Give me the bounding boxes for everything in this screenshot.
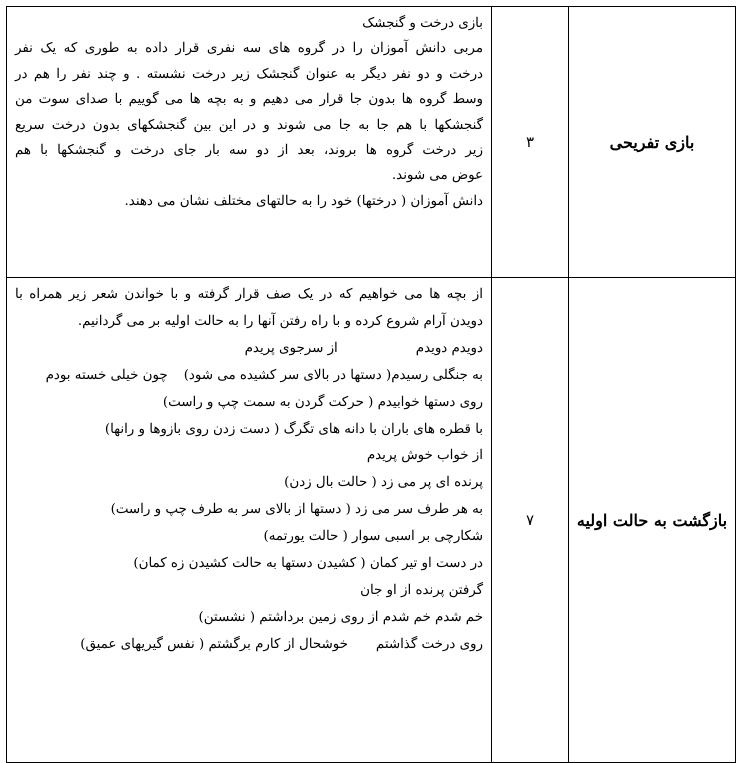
description-line: وسط گروه ها بدون جا قرار می دهیم و به بچه ها می گوییم با صدای سوت من <box>15 92 483 108</box>
poem-line: روی دستها خوابیدم ( حرکت گردن به سمت چپ و راست) <box>162 394 483 410</box>
table-row <box>7 7 736 278</box>
poem-line: از خواب خوش پریدم <box>366 448 483 464</box>
description-line: گنجشکها با هم جا به جا می شوند و در این بین گنجشکهای بدون درخت سریع <box>15 117 483 133</box>
description-line: مربی دانش آموزان را در گروه های سه نفری قرار داده به طوری که یک نفر <box>15 41 483 57</box>
activity-title-cell <box>569 278 736 763</box>
description-line: درخت و دو نفر دیگر به عنوان گنجشک زیر درخت نشسته . و چند نفر را هم در <box>15 66 483 82</box>
table-row <box>7 278 736 763</box>
poem-verse: خوشحال از کارم برگشتم ( نفس گیریهای عمیق) <box>80 636 348 652</box>
duration-cell <box>492 7 569 278</box>
description-line: دانش آموزان ( درختها) خود را به حالتهای مختلف نشان می دهند. <box>124 193 483 209</box>
duration-cell <box>492 278 569 763</box>
duration-value: ۷ <box>525 511 535 529</box>
poem-line: به هر طرف سر می زد ( دستها از بالای سر به طرف چپ و راست) <box>110 502 483 518</box>
poem-line: با قطره های باران با دانه های تگرگ ( دست زدن روی بازوها و رانها) <box>104 421 483 437</box>
activity-table <box>6 6 736 763</box>
description-cell <box>7 278 492 763</box>
description-cell <box>7 7 492 278</box>
duration-value: ۳ <box>525 133 535 151</box>
activity-title: بازگشت به حالت اولیه <box>576 510 728 530</box>
poem-line <box>15 363 483 390</box>
activity-title-cell <box>569 7 736 278</box>
description-line: عوض می شوند. <box>391 168 483 184</box>
activity-title: بازی تفریحی <box>609 132 695 152</box>
poem-verse: روی درخت گذاشتم <box>375 636 483 652</box>
poem-verse: به جنگلی رسیدم( دستها در بالای سر کشیده می شود) <box>183 367 483 383</box>
game-title: بازی درخت و گنجشک <box>362 16 483 31</box>
poem-verse: دویدم دویدم <box>415 340 483 356</box>
poem-line: در دست او تیر کمان ( کشیدن دستها به حالت کشیدن زه کمان) <box>133 556 483 572</box>
poem-line: پرنده ای پر می زد ( حالت بال زدن) <box>284 475 483 491</box>
poem-line: گرفتن پرنده از او جان <box>360 582 483 598</box>
poem-verse: از سرجوی پریدم <box>244 340 338 356</box>
description-line: زیر درخت گروه ها بروند، بعد از دو سه بار جای درخت و گنجشکها با هم <box>15 143 483 159</box>
poem-line: خم شدم خم شدم از روی زمین برداشتم ( نشستن) <box>198 609 483 625</box>
poem-line: شکارچی بر اسبی سوار ( حالت یورتمه) <box>263 529 483 545</box>
poem-line <box>15 336 483 363</box>
poem-verse: چون خیلی خسته بودم <box>45 367 168 383</box>
description-line: از بچه ها می خواهیم که در یک صف قرار گرفته و با خواندن شعر زیر همراه با <box>15 287 483 302</box>
poem-line <box>15 632 483 659</box>
description-line: دویدن آرام شروع کرده و با راه رفتن آنها را به حالت اولیه بر می گردانیم. <box>77 313 483 329</box>
